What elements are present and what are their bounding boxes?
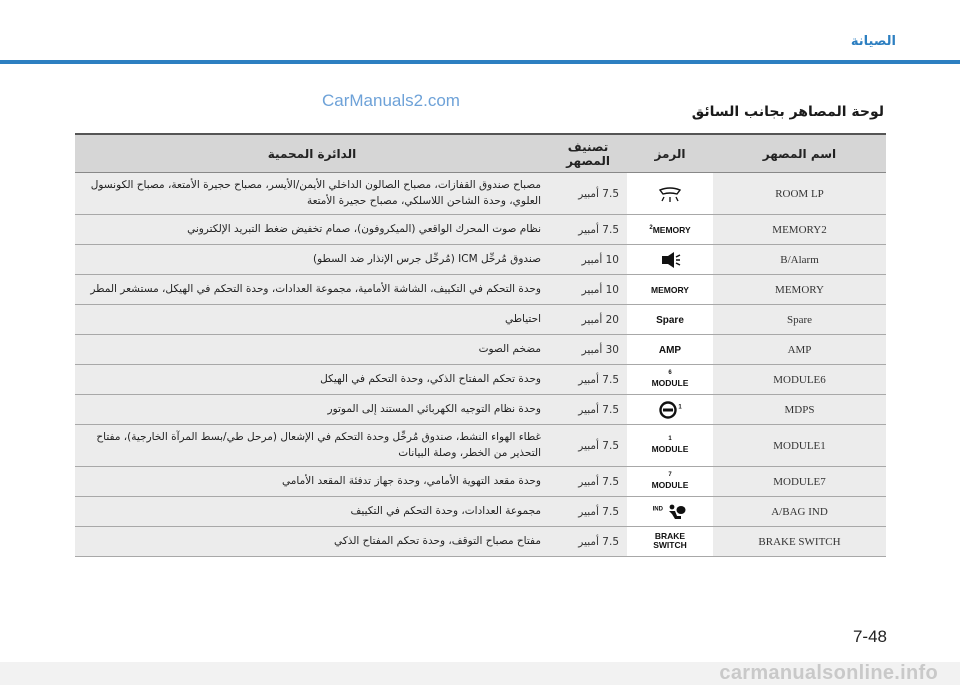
room-lamp-icon <box>656 185 684 203</box>
fuse-circuit: احتياطي <box>75 305 549 335</box>
fuse-rating: 7.5 أمبير <box>549 215 627 245</box>
mdps-symbol: 1 <box>658 401 681 419</box>
table-row <box>75 467 886 497</box>
fuse-rating: 20 أمبير <box>549 305 627 335</box>
fuse-symbol <box>627 215 713 245</box>
fuse-name: MODULE1 <box>713 425 886 467</box>
fuse-circuit: وحدة مقعد التهوية الأمامي، وحدة جهاز تدفئة المقعد الأمامي <box>75 467 549 497</box>
fuse-symbol <box>627 275 713 305</box>
airbag-indicator-icon <box>665 503 687 521</box>
table-header-row <box>75 134 886 173</box>
spare-symbol: Spare <box>656 314 684 326</box>
fuse-name: MODULE7 <box>713 467 886 497</box>
fuse-rating: 7.5 أمبير <box>549 395 627 425</box>
fuse-circuit: غطاء الهواء النشط، صندوق مُرحِّل وحدة التحكم في الإشعال (مرحل طي/بسط المرآة الخارجية)، مفتاح التحذير من الخطر، وصلة البيانات <box>75 425 549 467</box>
fuse-rating: 7.5 أمبير <box>549 173 627 215</box>
steering-icon <box>658 401 678 419</box>
table-title: لوحة المصاهر بجانب السائق <box>691 104 884 120</box>
airbag-symbol: IND <box>653 503 688 521</box>
fuse-circuit: مصباح صندوق القفازات، مصباح الصالون الداخلي الأيمن/الأيسر، مصباح حجيرة الأمتعة، مصباح الكونسول العلوي، وحدة الشاحن اللاسلكي، مصباح حجيرة الأمتعة <box>75 173 549 215</box>
table-row <box>75 305 886 335</box>
fuse-rating: 7.5 أمبير <box>549 467 627 497</box>
memory-symbol: MEMORY <box>651 284 689 295</box>
table-row <box>75 497 886 527</box>
horn-alarm-icon <box>659 251 681 269</box>
module1-symbol: $^1$ MODULE <box>651 435 689 455</box>
table-row <box>75 215 886 245</box>
fuse-rating: 30 أمبير <box>549 335 627 365</box>
module7-symbol: $^7$ MODULE <box>651 471 689 491</box>
fuse-name: BRAKE SWITCH <box>713 527 886 557</box>
col-header-circuit: الدائرة المحمية <box>75 134 549 173</box>
amp-symbol: AMP <box>658 344 682 356</box>
fuse-symbol <box>627 527 713 557</box>
fuse-symbol <box>627 305 713 335</box>
fuse-circuit: مفتاح مصباح التوقف، وحدة تحكم المفتاح الذكي <box>75 527 549 557</box>
table-row <box>75 173 886 215</box>
fuse-name: MEMORY2 <box>713 215 886 245</box>
fuse-name: MODULE6 <box>713 365 886 395</box>
watermark-bottom-bar <box>0 662 960 685</box>
fuse-symbol <box>627 467 713 497</box>
module6-symbol: $^6$ MODULE <box>651 369 689 389</box>
fuse-symbol <box>627 395 713 425</box>
table-row <box>75 245 886 275</box>
fuse-table <box>75 133 886 557</box>
header-divider <box>0 60 960 64</box>
col-header-name: اسم المصهر <box>713 134 886 173</box>
table-row <box>75 365 886 395</box>
table-row <box>75 395 886 425</box>
fuse-circuit: مضخم الصوت <box>75 335 549 365</box>
fuse-name: AMP <box>713 335 886 365</box>
table-row <box>75 425 886 467</box>
fuse-rating: 7.5 أمبير <box>549 527 627 557</box>
fuse-name: A/BAG IND <box>713 497 886 527</box>
table-row <box>75 275 886 305</box>
fuse-name: ROOM LP <box>713 173 886 215</box>
col-header-rating: تصنيف المصهر <box>549 134 627 173</box>
col-header-symbol: الرمز <box>627 134 713 173</box>
fuse-name: MDPS <box>713 395 886 425</box>
fuse-rating: 10 أمبير <box>549 245 627 275</box>
section-title: الصيانة <box>850 34 896 49</box>
fuse-symbol <box>627 335 713 365</box>
fuse-name: Spare <box>713 305 886 335</box>
page-number: 7-48 <box>852 627 887 646</box>
fuse-circuit: وحدة نظام التوجيه الكهربائي المستند إلى الموتور <box>75 395 549 425</box>
memory2-symbol: $^2$MEMORY <box>649 224 691 235</box>
table-row <box>75 335 886 365</box>
fuse-rating: 7.5 أمبير <box>549 365 627 395</box>
fuse-symbol <box>627 497 713 527</box>
fuse-name: MEMORY <box>713 275 886 305</box>
fuse-circuit: وحدة تحكم المفتاح الذكي، وحدة التحكم في الهيكل <box>75 365 549 395</box>
fuse-circuit: وحدة التحكم في التكييف، الشاشة الأمامية، مجموعة العدادات، وحدة التحكم في الهيكل، مستشعر المطر <box>75 275 549 305</box>
fuse-rating: 7.5 أمبير <box>549 425 627 467</box>
fuse-symbol <box>627 365 713 395</box>
fuse-rating: 10 أمبير <box>549 275 627 305</box>
brake-switch-symbol: BRAKE SWITCH <box>653 531 687 550</box>
table-row <box>75 527 886 557</box>
watermark-bottom: carmanualsonline.info <box>719 662 938 684</box>
fuse-rating: 7.5 أمبير <box>549 497 627 527</box>
fuse-symbol <box>627 245 713 275</box>
fuse-symbol <box>627 173 713 215</box>
fuse-circuit: مجموعة العدادات، وحدة التحكم في التكييف <box>75 497 549 527</box>
fuse-name: B/Alarm <box>713 245 886 275</box>
fuse-circuit: صندوق مُرحِّل ICM (مُرحِّل جرس الإنذار ضد السطو) <box>75 245 549 275</box>
watermark-top: CarManuals2.com <box>322 91 460 110</box>
fuse-circuit: نظام صوت المحرك الواقعي (الميكروفون)، صمام تخفيض ضغط التبريد الإلكتروني <box>75 215 549 245</box>
fuse-symbol <box>627 425 713 467</box>
